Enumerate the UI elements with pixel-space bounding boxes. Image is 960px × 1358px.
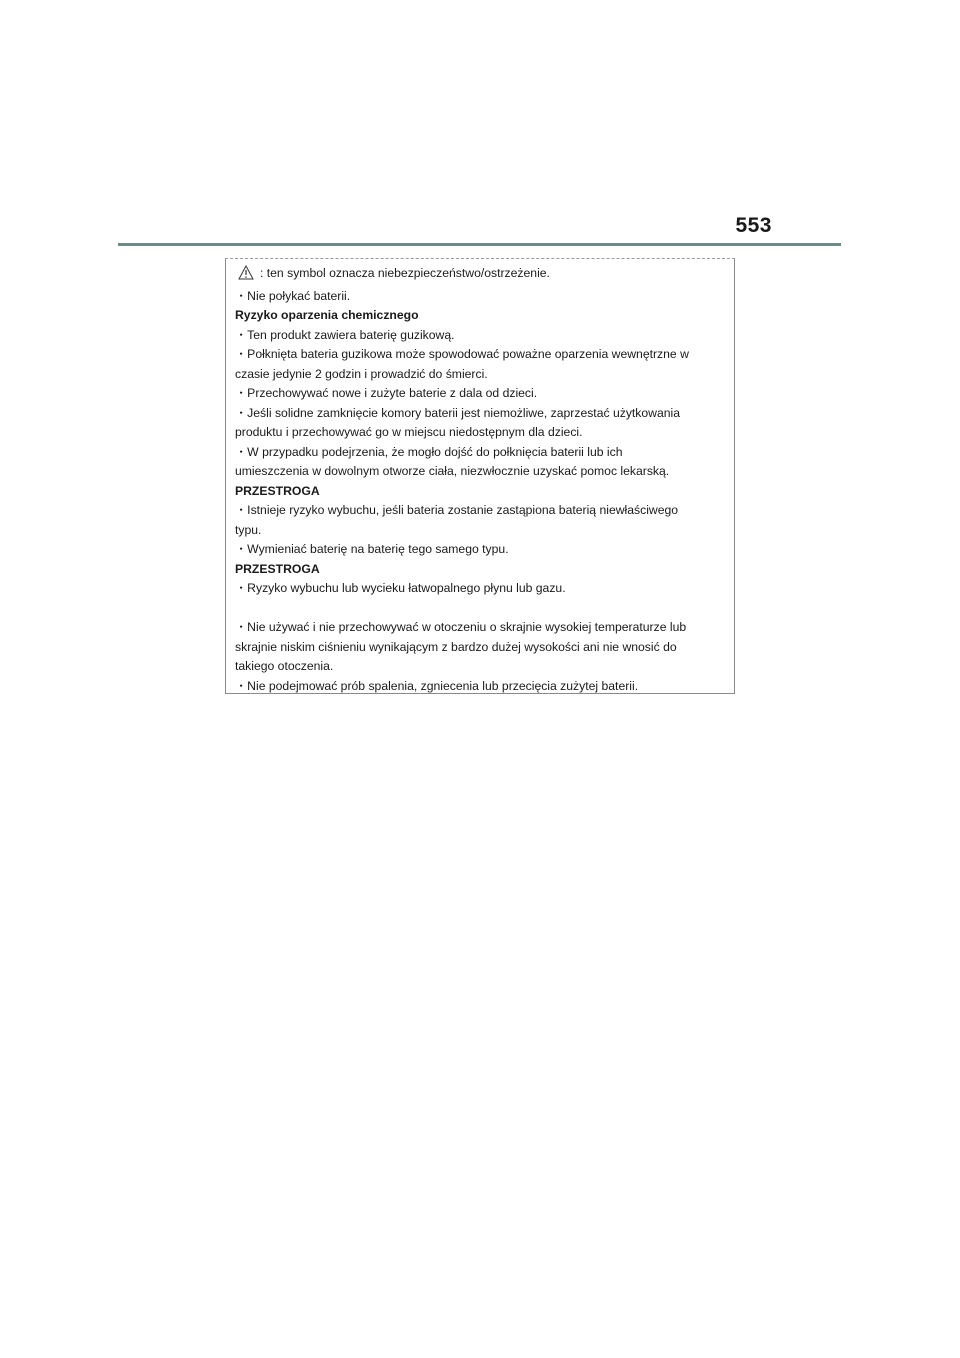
warning-triangle-icon	[238, 265, 254, 287]
warning-line: produktu i przechowywać go w miejscu niedostępnym dla dzieci.	[235, 425, 583, 439]
symbol-legend	[235, 264, 726, 287]
section-heading: PRZESTROGA	[235, 483, 320, 498]
symbol-caption: : ten symbol oznacza niebezpieczeństwo/ostrzeżenie.	[260, 266, 550, 280]
blank-line	[235, 599, 726, 619]
warning-line: ・Nie używać i nie przechowywać w otoczeniu o skrajnie wysokiej temperaturze lub	[235, 620, 687, 634]
warning-line: umieszczenia w dowolnym otworze ciała, niezwłocznie uzyskać pomoc lekarską.	[235, 464, 670, 478]
warning-line: ・W przypadku podejrzenia, że mogło dojść do połknięcia baterii lub ich	[235, 444, 623, 459]
warning-line: ・Przechowywać nowe i zużyte baterie z dala od dzieci.	[235, 386, 538, 400]
page-number: 553	[735, 214, 772, 237]
warning-line: ・Ryzyko wybuchu lub wycieku łatwopalnego płynu lub gazu.	[235, 581, 566, 595]
warning-line: typu.	[235, 522, 262, 537]
battery-warning-box	[225, 258, 735, 694]
header-divider	[118, 243, 841, 246]
warning-line: ・Nie połykać baterii.	[235, 288, 351, 303]
warning-line: ・Połknięta bateria guzikowa może spowodować poważne oparzenia wewnętrzne w	[235, 347, 689, 361]
section-heading: Ryzyko oparzenia chemicznego	[235, 308, 419, 322]
warning-lines	[235, 287, 726, 697]
warning-line: ・Ten produkt zawiera baterię guzikową.	[235, 327, 455, 342]
warning-line: czasie jedynie 2 godzin i prowadzić do śmierci.	[235, 366, 488, 381]
section-heading: PRZESTROGA	[235, 561, 320, 576]
warning-line: takiego otoczenia.	[235, 659, 334, 673]
warning-line: ・Istnieje ryzyko wybuchu, jeśli bateria zostanie zastąpiona baterią niewłaściwego	[235, 503, 679, 517]
warning-line: ・Nie podejmować prób spalenia, zgniecenia lub przecięcia zużytej baterii.	[235, 678, 639, 693]
warning-line: ・Wymieniać baterię na baterię tego samego typu.	[235, 542, 509, 556]
warning-line: skrajnie niskim ciśnieniu wynikającym z bardzo dużej wysokości ani nie wnosić do	[235, 639, 677, 654]
warning-line: ・Jeśli solidne zamknięcie komory baterii jest niemożliwe, zaprzestać użytkowania	[235, 405, 681, 420]
